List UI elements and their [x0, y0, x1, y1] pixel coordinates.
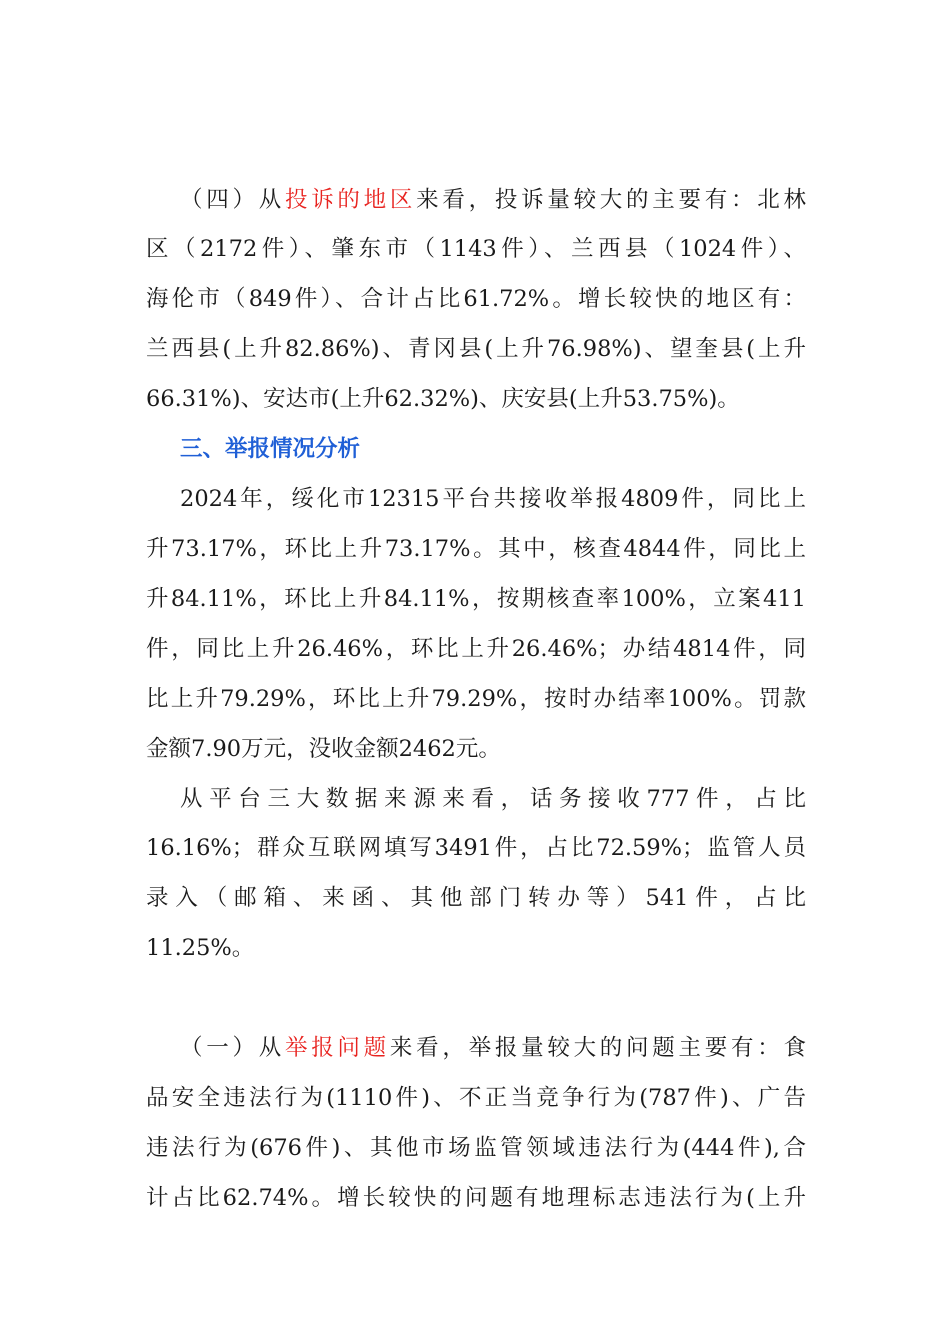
report-line-1: 2024年，绥化市12315平台共接收举报4809件，同比上 — [180, 486, 806, 512]
section4-line-3: 海伦市（849件）、合计占比61.72%。增长较快的地区有： — [146, 286, 806, 312]
section4-line-1 — [180, 185, 806, 215]
section1-suffix: 来看，举报量较大的问题主要有：食 — [389, 1035, 806, 1061]
section1-line-4: 计占比62.74%。增长较快的问题有地理标志违法行为(上升 — [146, 1185, 806, 1211]
section1-highlight: 举报问题 — [284, 1035, 390, 1061]
section4-line-2: 区（2172件）、肇东市（1143件）、兰西县（1024件）、 — [146, 236, 806, 262]
section4-line-4: 兰西县(上升82.86%)、青冈县(上升76.98%)、望奎县(上升 — [146, 336, 806, 362]
report-line-3: 升84.11%，环比上升84.11%，按期核查率100%，立案411 — [146, 586, 806, 612]
source-line-1: 从平台三大数据来源来看，话务接收777件，占比 — [180, 786, 806, 812]
report-line-6: 金额7.90万元，没收金额2462元。 — [146, 736, 501, 762]
source-line-2: 16.16%；群众互联网填写3491件，占比72.59%；监管人员 — [146, 835, 806, 861]
section1-line-2: 品安全违法行为(1110件)、不正当竞争行为(787件)、广告 — [146, 1085, 806, 1111]
section4-prefix: （四）从 — [180, 187, 285, 213]
section-heading-report-analysis: 三、举报情况分析 — [180, 436, 361, 462]
section1-prefix: （一）从 — [180, 1035, 285, 1061]
report-line-5: 比上升79.29%，环比上升79.29%，按时办结率100%。罚款 — [146, 686, 806, 712]
section4-suffix: 来看，投诉量较大的主要有：北林 — [416, 187, 806, 213]
section1-line-3: 违法行为(676件)、其他市场监管领域违法行为(444件),合 — [146, 1135, 806, 1161]
report-line-4: 件，同比上升26.46%，环比上升26.46%；办结4814件，同 — [146, 636, 806, 662]
section4-highlight: 投诉的地区 — [284, 187, 417, 213]
section1-line-1 — [180, 1033, 806, 1063]
source-line-4: 11.25%。 — [146, 935, 255, 961]
report-line-2: 升73.17%，环比上升73.17%。其中，核查4844件，同比上 — [146, 536, 806, 562]
section4-line-5: 66.31%)、安达市(上升62.32%)、庆安县(上升53.75%)。 — [146, 386, 740, 412]
source-line-3: 录入（邮箱、来函、其他部门转办等）541件，占比 — [146, 885, 806, 911]
